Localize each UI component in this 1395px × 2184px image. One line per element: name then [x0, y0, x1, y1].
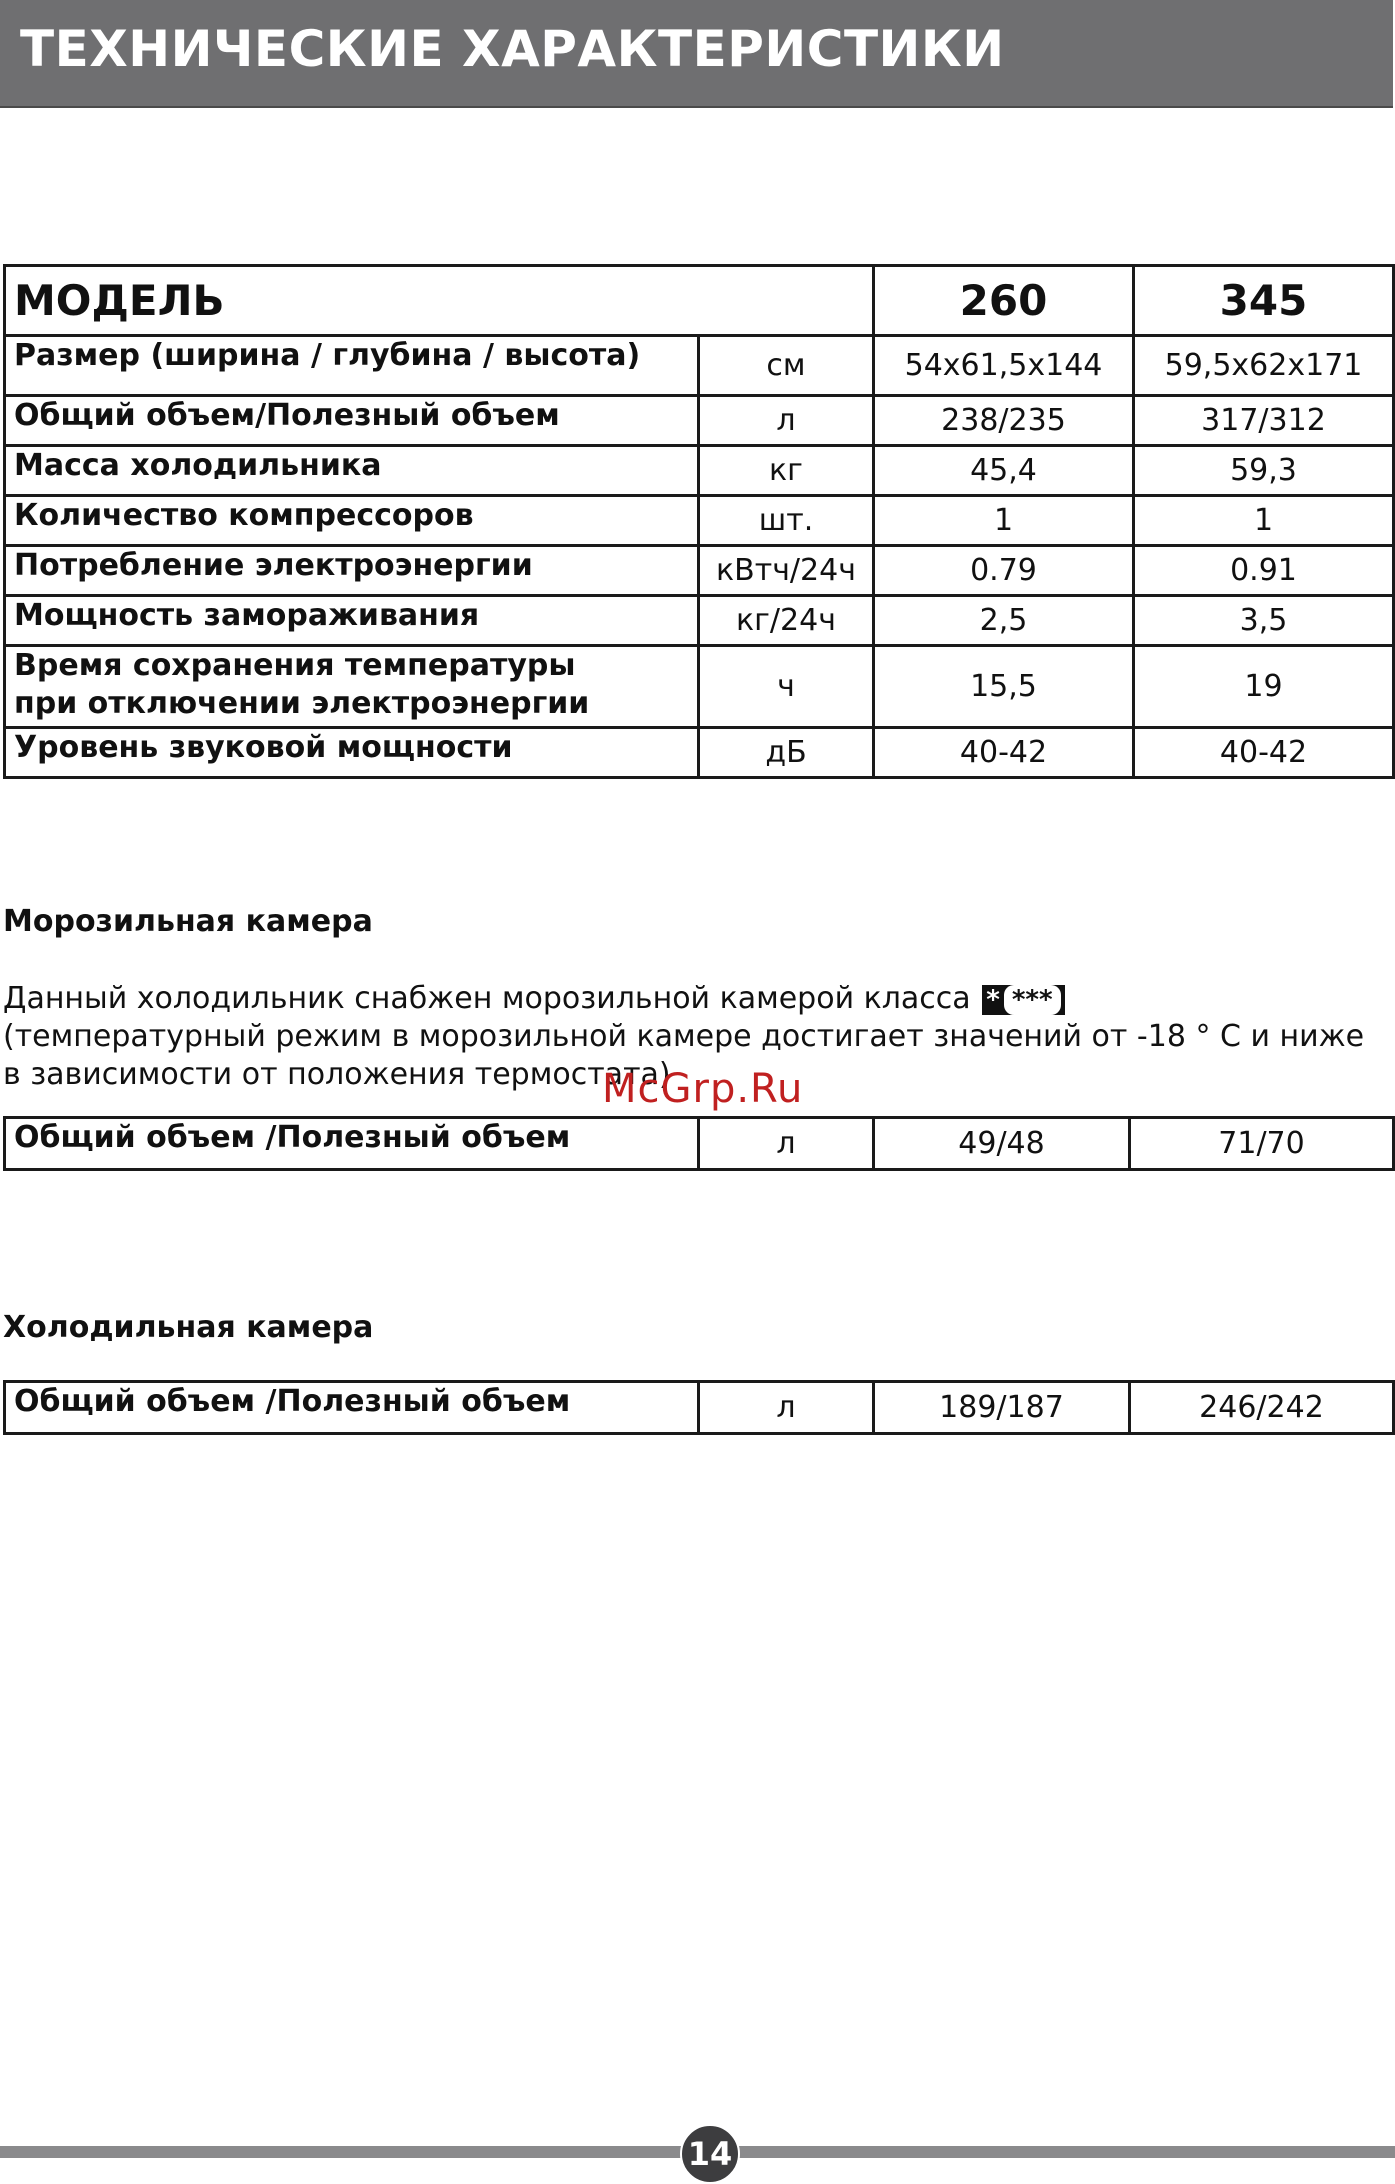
- spec-table: [3, 264, 1395, 779]
- table-row: [5, 1382, 1394, 1434]
- table-row: [5, 546, 1394, 596]
- page-header: [0, 0, 1393, 108]
- row-value-260: 238/235: [874, 396, 1134, 446]
- row-value-345: 0.91: [1134, 546, 1394, 596]
- row-value-260: 2,5: [874, 596, 1134, 646]
- freezer-section-title: Морозильная камера: [3, 904, 373, 939]
- row-value-345: 246/242: [1130, 1382, 1394, 1434]
- row-label: Масса холодильника: [5, 446, 699, 496]
- row-unit: л: [699, 396, 874, 446]
- row-unit: шт.: [699, 496, 874, 546]
- row-label: Общий объем /Полезный объем: [5, 1382, 699, 1434]
- row-label: Общий объем/Полезный объем: [5, 396, 699, 446]
- table-row: [5, 1118, 1394, 1170]
- class-stars-icon: ***: [1004, 985, 1061, 1015]
- row-value-260: 15,5: [874, 646, 1134, 728]
- model-row: [5, 266, 1394, 336]
- description-line: [3, 980, 1383, 1018]
- model-260: 260: [874, 266, 1134, 336]
- row-label: Потребление электроэнергии: [5, 546, 699, 596]
- model-345: 345: [1134, 266, 1394, 336]
- row-value-260: 40-42: [874, 728, 1134, 778]
- row-label: Мощность замораживания: [5, 596, 699, 646]
- row-value-345: 3,5: [1134, 596, 1394, 646]
- row-value-260: 49/48: [874, 1118, 1130, 1170]
- freezer-class-badge: [982, 985, 1064, 1015]
- row-value-260: 54x61,5x144: [874, 336, 1134, 396]
- class-star-icon: *: [986, 984, 1000, 1015]
- description-line: (температурный режим в морозильной камере достигает значений от -18 ° С и ниже: [3, 1019, 1365, 1054]
- row-label-line: при отключении электроэнергии: [14, 686, 590, 721]
- watermark: McGrp.Ru: [602, 1066, 804, 1112]
- table-row: [5, 496, 1394, 546]
- table-row: [5, 446, 1394, 496]
- description-text: Данный холодильник снабжен морозильной камерой класса: [3, 981, 971, 1016]
- description-line: в зависимости от положения термостата): [3, 1057, 671, 1092]
- page-number: 14: [680, 2124, 740, 2184]
- row-value-345: 19: [1134, 646, 1394, 728]
- row-unit: л: [699, 1382, 874, 1434]
- row-value-260: 1: [874, 496, 1134, 546]
- fridge-section-title: Холодильная камера: [3, 1310, 374, 1345]
- row-value-260: 189/187: [874, 1382, 1130, 1434]
- row-value-260: 45,4: [874, 446, 1134, 496]
- row-label: Количество компрессоров: [5, 496, 699, 546]
- row-unit: л: [699, 1118, 874, 1170]
- row-unit: ч: [699, 646, 874, 728]
- table-row: [5, 728, 1394, 778]
- row-unit: кг: [699, 446, 874, 496]
- table-row: [5, 596, 1394, 646]
- row-label: Общий объем /Полезный объем: [5, 1118, 699, 1170]
- row-label-line: Время сохранения температуры: [14, 648, 576, 683]
- row-value-260: 0.79: [874, 546, 1134, 596]
- page-title: ТЕХНИЧЕСКИЕ ХАРАКТЕРИСТИКИ: [20, 20, 1005, 78]
- row-label: Размер (ширина / глубина / высота): [5, 336, 699, 396]
- row-value-345: 71/70: [1130, 1118, 1394, 1170]
- row-unit: дБ: [699, 728, 874, 778]
- row-value-345: 317/312: [1134, 396, 1394, 446]
- fridge-table: [3, 1380, 1395, 1435]
- row-unit: кВтч/24ч: [699, 546, 874, 596]
- row-value-345: 40-42: [1134, 728, 1394, 778]
- row-value-345: 59,5x62x171: [1134, 336, 1394, 396]
- row-unit: кг/24ч: [699, 596, 874, 646]
- table-row: [5, 646, 1394, 728]
- row-unit: см: [699, 336, 874, 396]
- model-label: МОДЕЛЬ: [5, 266, 874, 336]
- row-value-345: 1: [1134, 496, 1394, 546]
- table-row: [5, 396, 1394, 446]
- row-label: [5, 646, 699, 728]
- row-value-345: 59,3: [1134, 446, 1394, 496]
- freezer-table: [3, 1116, 1395, 1171]
- row-label: Уровень звуковой мощности: [5, 728, 699, 778]
- table-row: [5, 336, 1394, 396]
